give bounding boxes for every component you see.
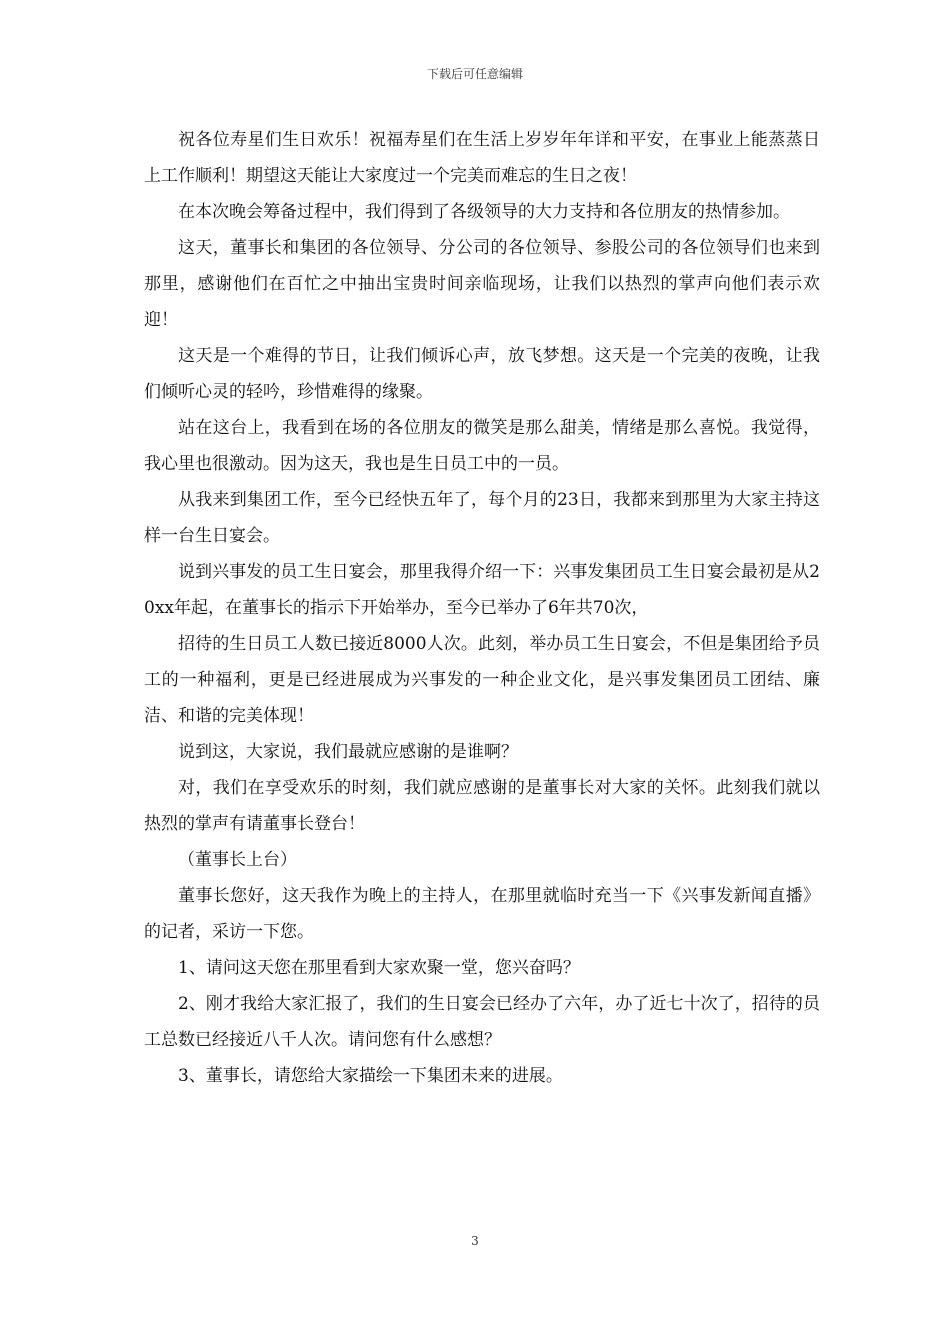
page-header: 下载后可任意编辑	[426, 67, 523, 81]
paragraph: 从我来到集团工作，至今已经快五年了，每个月的23日，我都来到那里为大家主持这样一台生日宴会。	[144, 490, 820, 546]
paragraph: 董事长您好，这天我作为晚上的主持人，在那里就临时充当一下《兴事发新闻直播》的记者，采访一下您。	[144, 886, 820, 942]
paragraph: 2、刚才我给大家汇报了，我们的生日宴会已经办了六年，办了近七十次了，招待的员工总数已经接近八千人次。请问您有什么感想？	[144, 994, 820, 1050]
page-number: 3	[471, 1234, 479, 1248]
paragraph: 3、董事长，请您给大家描绘一下集团未来的进展。	[178, 1066, 563, 1086]
paragraph: 祝各位寿星们生日欢乐！祝福寿星们在生活上岁岁年年详和平安，在事业上能蒸蒸日上工作顺利！期望这天能让大家度过一个完美而难忘的生日之夜！	[144, 130, 820, 186]
paragraph: 1、请问这天您在那里看到大家欢聚一堂，您兴奋吗？	[178, 958, 580, 978]
paragraph: 站在这台上，我看到在场的各位朋友的微笑是那么甜美，情绪是那么喜悦。我觉得，我心里也很激动。因为这天，我也是生日员工中的一员。	[144, 418, 820, 474]
paragraph: 在本次晚会筹备过程中，我们得到了各级领导的大力支持和各位朋友的热情参加。	[178, 202, 790, 222]
paragraph: 说到兴事发的员工生日宴会，那里我得介绍一下：兴事发集团员工生日宴会最初是从20xx年起，在董事长的指示下开始举办，至今已举办了6年共70次，	[144, 562, 820, 618]
paragraph: 这天，董事长和集团的各位领导、分公司的各位领导、参股公司的各位领导们也来到那里，感谢他们在百忙之中抽出宝贵时间亲临现场，让我们以热烈的掌声向他们表示欢迎！	[144, 238, 820, 330]
paragraph: 招待的生日员工人数已接近8000人次。此刻，举办员工生日宴会，不但是集团给予员工的一种福利，更是已经进展成为兴事发的一种企业文化，是兴事发集团员工团结、廉洁、和谐的完美体现！	[144, 634, 820, 726]
paragraph: 对，我们在享受欢乐的时刻，我们就应感谢的是董事长对大家的关怀。此刻我们就以热烈的掌声有请董事长登台！	[144, 778, 820, 834]
document-body	[144, 122, 820, 1094]
paragraph: 说到这，大家说，我们最就应感谢的是谁啊？	[178, 742, 518, 762]
paragraph: 这天是一个难得的节日，让我们倾诉心声，放飞梦想。这天是一个完美的夜晚，让我们倾听心灵的轻吟，珍惜难得的缘聚。	[144, 346, 820, 402]
paragraph: （董事长上台）	[178, 850, 297, 870]
